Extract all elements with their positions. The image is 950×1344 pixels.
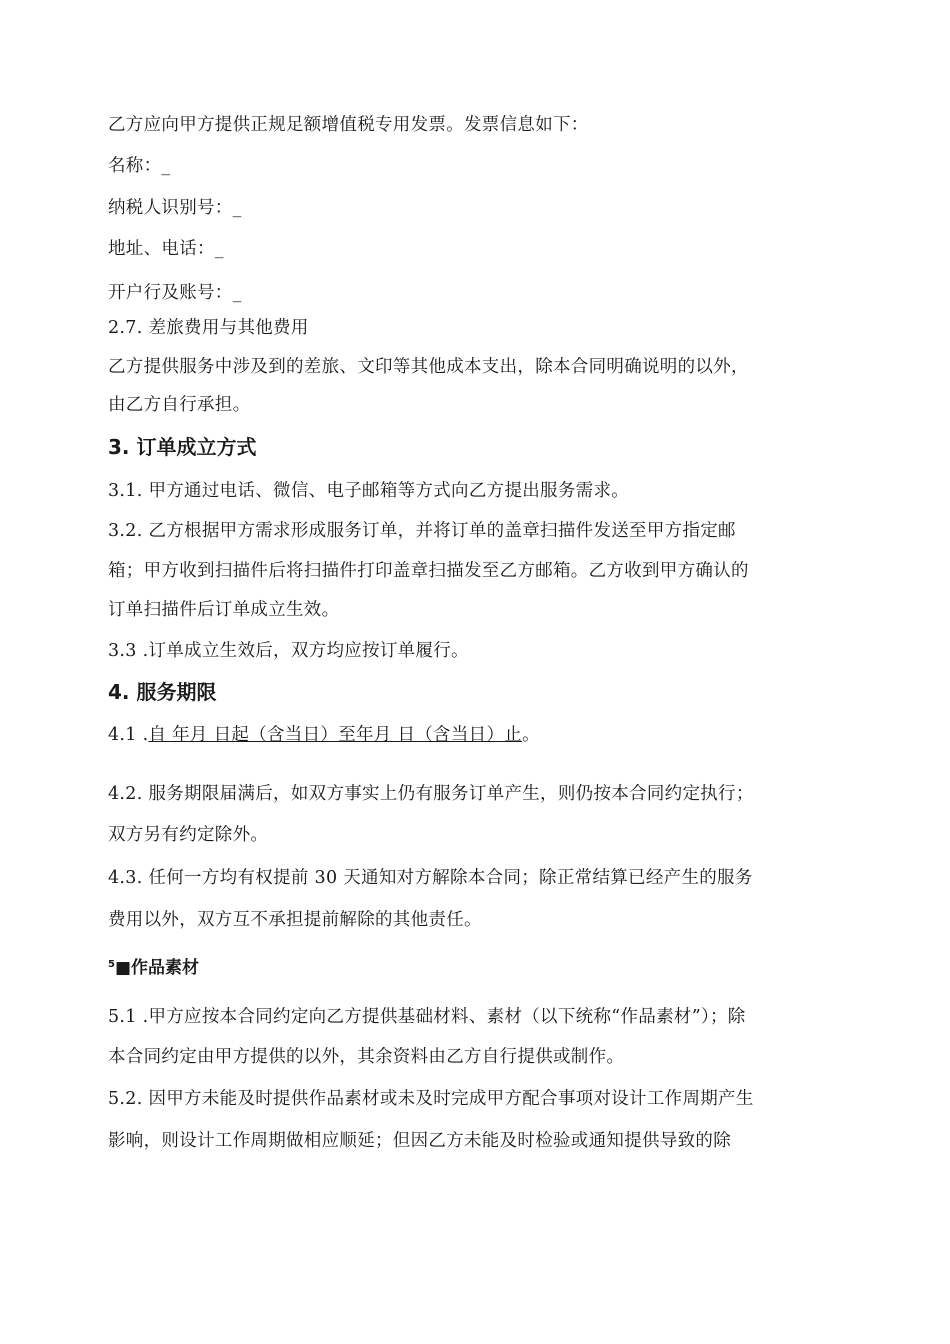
clause-4-1 [108,723,540,747]
invoice-address-phone-field: 地址、电话：_ [108,239,224,259]
clause-4-3-line-1: 4.3. 任何一方均有权提前 30 天通知对方解除本合同；除正常结算已经产生的服务 [108,868,753,888]
section-3-heading: 3. 订单成立方式 [108,435,257,459]
section-5-title: ■作品素材 [114,958,200,978]
clause-2-7-title: 2.7. 差旅费用与其他费用 [108,318,309,338]
clause-4-1-suffix: 。 [522,725,540,745]
invoice-intro: 乙方应向甲方提供正规足额增值税专用发票。发票信息如下： [108,115,589,135]
invoice-name-field: 名称：_ [108,156,171,176]
clause-4-2-line-2: 双方另有约定除外。 [108,825,269,845]
clause-4-3-line-2: 费用以外，双方互不承担提前解除的其他责任。 [108,910,482,930]
invoice-tax-id-field: 纳税人识别号：_ [108,198,242,218]
clause-3-1: 3.1. 甲方通过电话、微信、电子邮箱等方式向乙方提出服务需求。 [108,481,630,501]
clause-3-2-line-1: 3.2. 乙方根据甲方需求形成服务订单，并将订单的盖章扫描件发送至甲方指定邮 [108,521,736,541]
clause-5-1-line-1: 5.1 .甲方应按本合同约定向乙方提供基础材料、素材（以下统称“作品素材”）；除 [108,1007,746,1027]
clause-5-2-line-2: 影响，则设计工作周期做相应顺延；但因乙方未能及时检验或通知提供导致的除 [108,1131,731,1151]
section-4-heading: 4. 服务期限 [108,680,217,704]
clause-3-3: 3.3 .订单成立生效后，双方均应按订单履行。 [108,641,469,661]
clause-4-2-line-1: 4.2. 服务期限届满后，如双方事实上仍有服务订单产生，则仍按本合同约定执行； [108,784,754,804]
clause-2-7-text-line-2: 由乙方自行承担。 [108,395,251,415]
clause-5-1-line-2: 本合同约定由甲方提供的以外，其余资料由乙方自行提供或制作。 [108,1047,625,1067]
clause-3-2-line-3: 订单扫描件后订单成立生效。 [108,600,340,620]
invoice-bank-account-field: 开户行及账号：_ [108,283,242,303]
clause-3-2-line-2: 箱；甲方收到扫描件后将扫描件打印盖章扫描发至乙方邮箱。乙方收到甲方确认的 [108,561,749,581]
section-5-number: 5 [108,959,115,970]
clause-5-2-line-1: 5.2. 因甲方未能及时提供作品素材或未及时完成甲方配合事项对设计工作周期产生 [108,1089,754,1109]
section-5-heading [108,953,199,980]
clause-2-7-text-line-1: 乙方提供服务中涉及到的差旅、文印等其他成本支出，除本合同明确说明的以外， [108,357,749,377]
clause-4-1-prefix: 4.1 . [108,725,149,745]
service-period-blank: 自 年月 日起（含当日）至年月 日（含当日）止 [148,725,523,745]
